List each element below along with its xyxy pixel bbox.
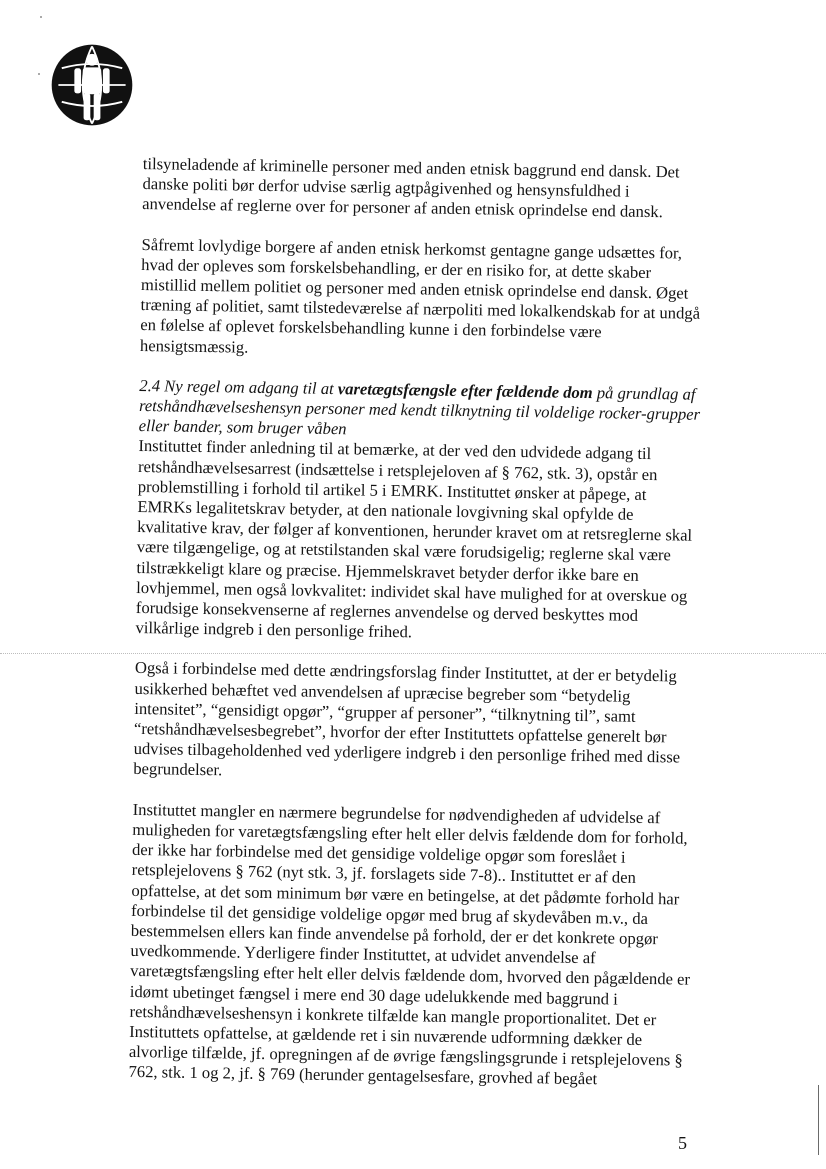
section-heading xyxy=(139,376,703,445)
human-figure-globe-logo-icon xyxy=(50,43,134,127)
page-edge xyxy=(818,1085,819,1155)
paragraph: Instituttet finder anledning til at bemærke, at der ved den udvidede adgang til retshåndhævelsesarrest (indsættelse i retsplejeloven af § 762, stk. 3), opstår en problemstilling i forhold til artikel 5 i EMRK. Instituttet ønsker at påpege, at EMRKs legalitetskrav betyder, at den nationale lovgivning skal opfylde de kvalitative krav, der følger af konventionen, herunder kravet om at retsreglerne skal være tilgængelige, og at retstilstanden skal være forudsigelig; reglerne skal være tilstrækkeligt klare og præcise. Hjemmelskravet betyder derfor ikke bare en lovhjemmel, men også lovkvalitet: individet skal have mulighed for at overskue og forudsige konsekvenserne af reglernes anvendelse og derved beskyttes mod vilkårlige indgreb i den personlige frihed. xyxy=(135,436,693,642)
paragraph: Også i forbindelse med dette ændringsforslag finder Instituttet, at der er betydelig usikkerhed behæftet ved anvendelsen af upræcise begreber som “betydelig intensitet”, “gensidigt opgør”, “grupper af personer”, “tilknytning til”, samt “retshåndhævelsesbegrebet”, hvorfor der efter Instituttets opfattelse generelt bør udvises tilbageholdenhed ved yderligere indgreb i den personlige frihed med disse begrundelser. xyxy=(133,658,681,780)
section-heading-text: på grundlag af retshåndhævelseshensyn personer med kendt tilknytning til voldelige rocker-grupper eller bander, som bruger våben xyxy=(138,382,701,439)
page-number: 5 xyxy=(678,1133,687,1153)
paragraph: Såfremt lovlydige borgere af anden etnisk herkomst gentagne gange udsættes for, hvad der opleves som forskelsbehandling, er der en risiko for, at dette skaber mistillid mellem politiet og personer med anden etnisk oprindelse end dansk. Øget træning af politiet, samt tilstedeværelse af nærpoliti med lokalkendskab for at undgå en følelse af oplevet forskelsbehandling kunne i den forbindelse være hensigtsmæssig. xyxy=(139,234,701,357)
section-heading-text: 2.4 Ny regel om adgang til at xyxy=(139,375,338,398)
document-body xyxy=(128,154,706,1091)
paragraph: Instituttet mangler en nærmere begrundelse for nødvendigheden af udvidelse af muligheden for varetægtsfængsling efter helt eller delvis fældende dom for forhold, der ikke har forbindelse med det gensidige voldelige opgør som foreslået i retsplejelovens § 762 (nyt stk. 3, jf. forslagets side 7-8).. Instituttet er af den opfattelse, at det som minimum bør være en betingelse, at det pådømte forhold har forbindelse til det gensidige voldelige opgør med brug af skydevåben m.v., da bestemmelsen ellers kan finde anvendelse på forhold, der er det konkrete opgør uvedkommende. Yderligere finder Instituttet, at udvidet anvendelse af varetægtsfængsling efter helt eller delvis fældende dom, hvorved den pågældende er idømt ubetinget fængsel i mere end 30 dage udelukkende med baggrund i retshåndhævelseshensyn i konkrete tilfælde kan mangle proportionalitet. Det er Instituttets opfattelse, at gældende ret i sin nuværende udformning dækker de alvorlige tilfælde, jf. opregningen af de øvrige fængslingsgrunde i retsplejelovens § 762, stk. 1 og 2, jf. § 769 (herunder gentagelsesfare, grovhed af begået xyxy=(128,799,691,1089)
paragraph: tilsyneladende af kriminelle personer med anden etnisk baggrund end dansk. Det danske politi bør derfor udvise særlig agtpågivenhed og hensynsfuldhed i anvendelse af reglerne over for personer af anden etnisk oprindelse end dansk. xyxy=(142,154,680,222)
section-heading-emphasis: varetægtsfængsle efter fældende dom xyxy=(337,378,593,402)
